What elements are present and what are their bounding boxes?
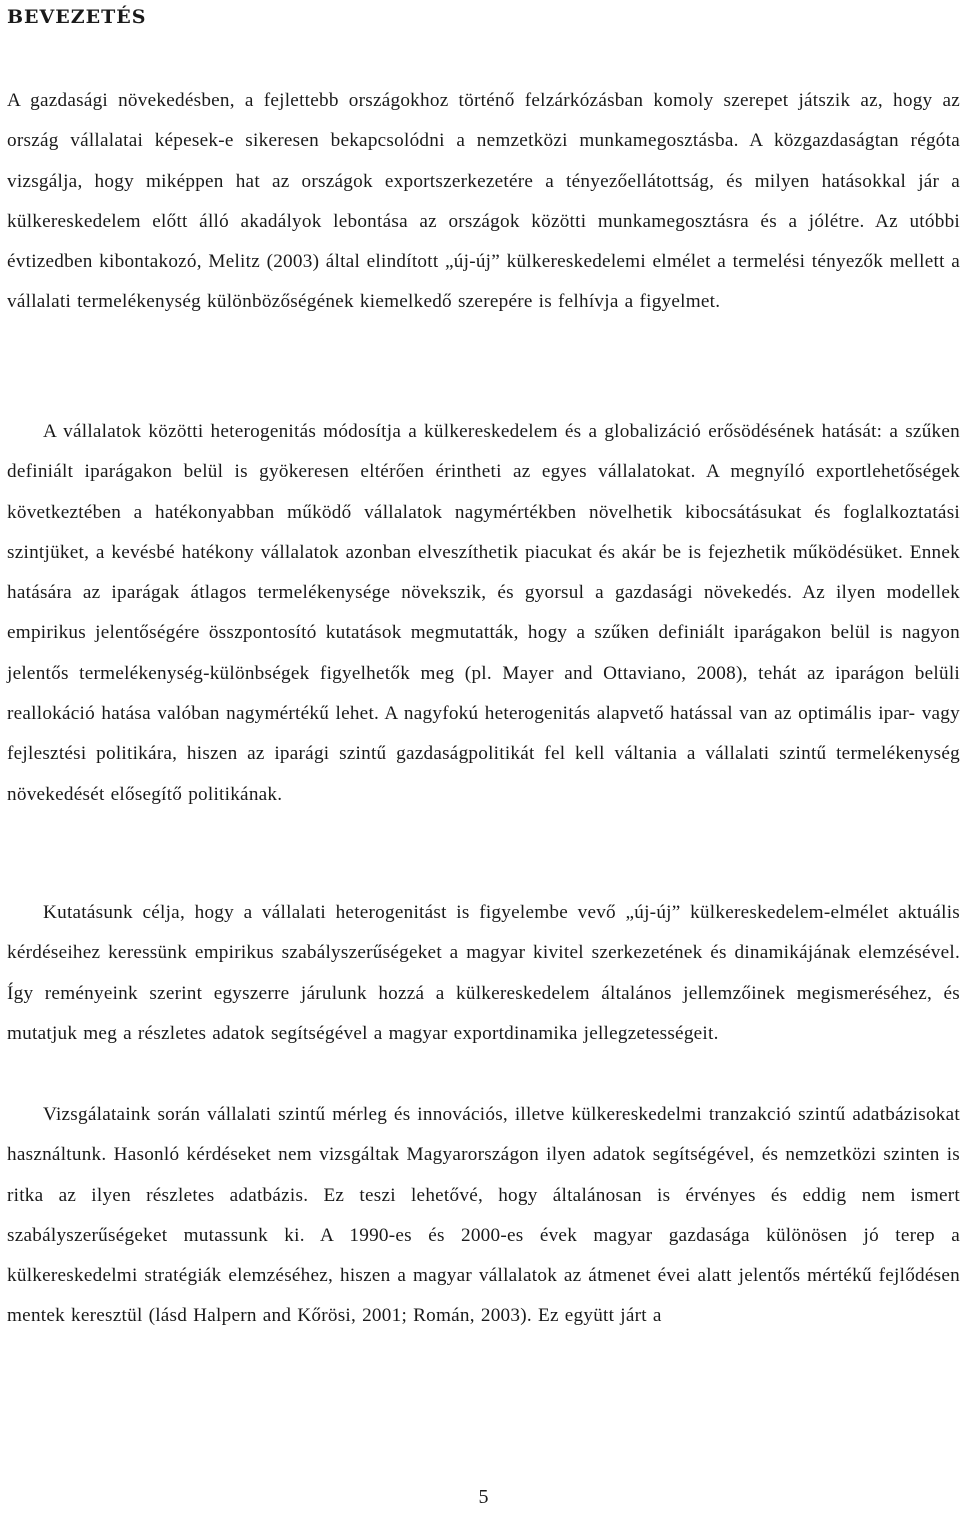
- page-number: 5: [478, 1486, 489, 1508]
- section-heading: BEVEZETÉS: [7, 6, 147, 28]
- paragraph-1: A gazdasági növekedésben, a fejlettebb országokhoz történő felzárkózásban komoly szerepet játszik az, hogy az ország vállalatai képesek-e sikeresen bekapcsolódni a nemzetközi munkamegosztásba. A közgazdaságtan régóta vizsgálja, hogy miképpen hat az országok exportszerkezetére a tényezőellátottság, és milyen hatásokkal jár a külkereskedelem előtt álló akadályok lebontása az országok közötti munkamegosztásra és a jólétre. Az utóbbi évtizedben kibontakozó, Melitz (2003) által elindított „új-új” külkereskedelemi elmélet a termelési tényezők mellett a vállalati termelékenység különbözőségének kiemelkedő szerepére is felhívja a figyelmet.: [7, 90, 960, 313]
- paragraph-3: Kutatásunk célja, hogy a vállalati heterogenitást is figyelembe vevő „új-új” külkereskedelem-elmélet aktuális kérdéseihez keressünk empirikus szabályszerűségeket a magyar kivitel szerkezetének és dinamikájának elemzésével. Így reményeink szerint egyszerre járulunk hozzá a külkereskedelem általános jellemzőinek megismeréséhez, és mutatjuk meg a részletes adatok segítségével a magyar exportdinamika jellegzetességeit.: [7, 902, 960, 1044]
- paragraph-2: A vállalatok közötti heterogenitás módosítja a külkereskedelem és a globalizáció erősödésének hatását: a szűken definiált iparágakon belül is gyökeresen eltérően érintheti az egyes vállalatokat. A megnyíló exportlehetőségek következtében a hatékonyabban működő vállalatok nagymértékben növelhetik kibocsátásukat és foglalkoztatási szintjüket, a kevésbé hatékony vállalatok azonban elveszíthetik piacukat és akár be is fejezhetik működésüket. Ennek hatására az iparágak átlagos termelékenysége növekszik, és gyorsul a gazdasági növekedés. Az ilyen modellek empirikus jelentőségére összpontosító kutatások megmutatták, hogy a szűken definiált iparágakon belül is nagyon jelentős termelékenység-különbségek figyelhetők meg (pl. Mayer and Ottaviano, 2008), tehát az iparágon belüli reallokáció hatása valóban nagymértékű lehet. A nagyfokú heterogenitás alapvető hatással van az optimális ipar- vagy fejlesztési politikára, hiszen az iparági szintű gazdaságpolitikát fel kell váltania a vállalati szintű termelékenység növekedését elősegítő politikának.: [7, 421, 960, 805]
- paragraph-4: Vizsgálataink során vállalati szintű mérleg és innovációs, illetve külkereskedelmi tranzakció szintű adatbázisokat használtunk. Hasonló kérdéseket nem vizsgáltak Magyarországon ilyen adatok segítségével, és nemzetközi szinten is ritka az ilyen részletes adatbázis. Ez teszi lehetővé, hogy általánosan is érvényes és eddig nem ismert szabályszerűségeket mutassunk ki. A 1990-es és 2000-es évek magyar gazdasága különösen jó terep a külkereskedelmi stratégiák elemzéséhez, hiszen a magyar vállalatok az átmenet évei alatt jelentős mértékű fejlődésen mentek keresztül (lásd Halpern and Kőrösi, 2001; Román, 2003). Ez együtt járt a: [7, 1104, 960, 1327]
